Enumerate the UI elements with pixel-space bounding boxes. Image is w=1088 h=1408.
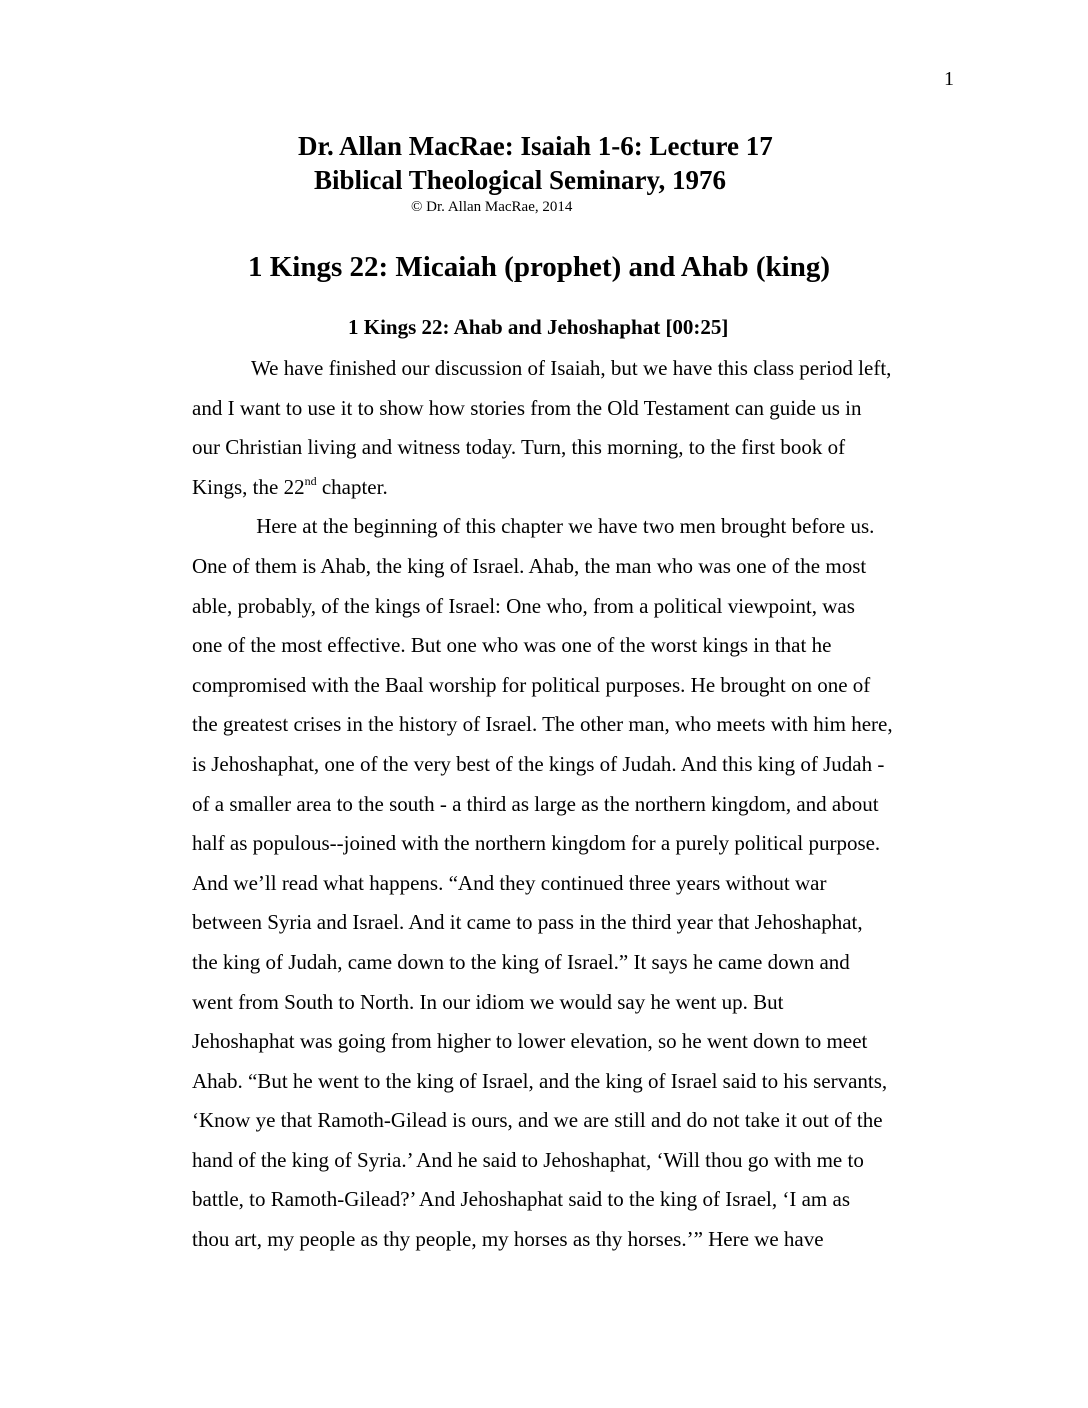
text-line: Ahab. “But he went to the king of Israel, and the king of Israel said to his servants,: [192, 1068, 888, 1093]
text-line: [192, 468, 982, 508]
page-number: 1: [944, 68, 954, 90]
text-line: went from South to North. In our idiom we would say he went up. But: [192, 989, 784, 1014]
document-subtitle: Biblical Theological Seminary, 1976: [314, 165, 727, 195]
text-line: Here at the beginning of this chapter we have two men brought before us.: [251, 514, 875, 539]
text-line: of a smaller area to the south - a third as large as the northern kingdom, and about: [192, 791, 879, 816]
main-heading: 1 Kings 22: Micaiah (prophet) and Ahab (king): [248, 251, 830, 283]
text-line: half as populous--joined with the northern kingdom for a purely political purpose.: [192, 831, 881, 856]
text-line: battle, to Ramoth-Gilead?’ And Jehoshaphat said to the king of Israel, ‘I am as: [192, 1187, 851, 1212]
text-line: ‘Know ye that Ramoth-Gilead is ours, and we are still and do not take it out of the: [192, 1108, 883, 1133]
document-title: Dr. Allan MacRae: Isaiah 1-6: Lecture 17: [298, 131, 773, 161]
paragraph-1: [192, 349, 982, 507]
text-line: between Syria and Israel. And it came to pass in the third year that Jehoshaphat,: [192, 910, 863, 935]
text-fragment: chapter.: [316, 474, 388, 499]
section-heading: 1 Kings 22: Ahab and Jehoshaphat [00:25]: [348, 315, 729, 339]
text-line: We have finished our discussion of Isaiah, but we have this class period left,: [251, 356, 892, 380]
text-line: the king of Judah, came down to the king of Israel.” It says he came down and: [192, 949, 850, 974]
text-line: the greatest crises in the history of Israel. The other man, who meets with him here,: [192, 712, 893, 737]
body-text: [192, 349, 982, 1260]
text-line: compromised with the Baal worship for political purposes. He brought on one of: [192, 672, 871, 697]
text-fragment: Kings, the 22: [192, 474, 305, 499]
text-line: One of them is Ahab, the king of Israel. Ahab, the man who was one of the most: [192, 553, 867, 578]
text-line: Jehoshaphat was going from higher to lower elevation, so he went down to meet: [192, 1029, 868, 1054]
text-line: hand of the king of Syria.’ And he said to Jehoshaphat, ‘Will thou go with me to: [192, 1147, 864, 1172]
ordinal-suffix: nd: [304, 473, 317, 488]
text-line: and I want to use it to show how stories from the Old Testament can guide us in: [192, 395, 862, 420]
text-line: able, probably, of the kings of Israel: One who, from a political viewpoint, was: [192, 593, 855, 618]
text-line: one of the most effective. But one who was one of the worst kings in that he: [192, 633, 832, 658]
text-line: is Jehoshaphat, one of the very best of the kings of Judah. And this king of Judah -: [192, 751, 885, 776]
text-line: our Christian living and witness today. Turn, this morning, to the first book of: [192, 435, 846, 460]
text-line: And we’ll read what happens. “And they continued three years without war: [192, 870, 827, 895]
copyright-notice: © Dr. Allan MacRae, 2014: [411, 199, 573, 215]
paragraph-2: [192, 507, 982, 1259]
text-line: thou art, my people as thy people, my horses as thy horses.’” Here we have: [192, 1227, 824, 1252]
